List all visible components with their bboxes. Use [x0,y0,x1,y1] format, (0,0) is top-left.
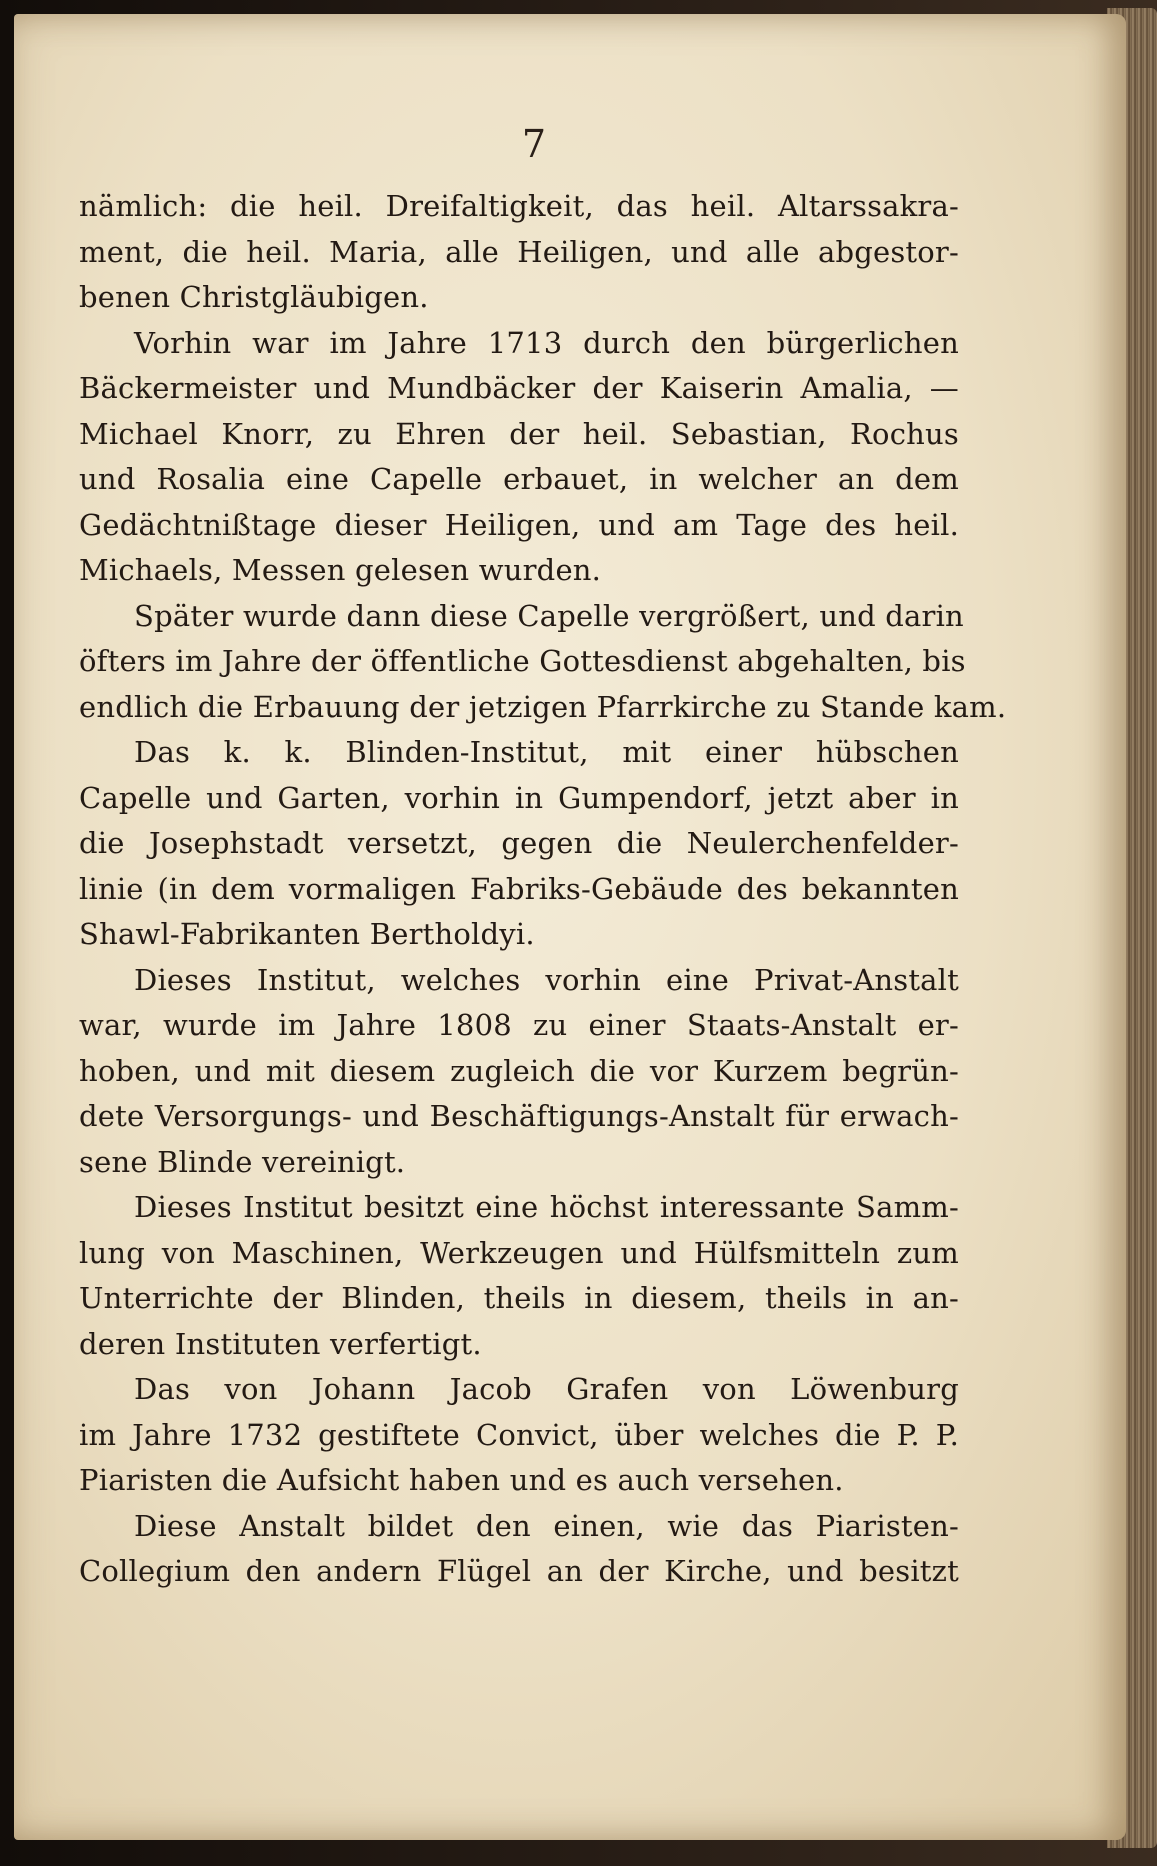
book-page [14,14,1126,1840]
text-line: dete Versorgungs- und Beschäftigungs-Anstalt für erwach- [79,1099,959,1133]
text-line: Das k. k. Blinden-Institut, mit einer hübschen [134,735,959,769]
text-line: Piaristen die Aufsicht haben und es auch versehen. [79,1463,844,1497]
text-line: Bäckermeister und Mundbäcker der Kaiserin Amalia, — [79,371,959,405]
text-line: nämlich: die heil. Dreifaltigkeit, das heil. Altarssakra- [79,189,959,223]
text-line: öfters im Jahre der öffentliche Gottesdienst abgehalten, bis [79,644,966,678]
text-line: Das von Johann Jacob Grafen von Löwenburg [134,1372,959,1406]
text-line: die Josephstadt versetzt, gegen die Neulerchenfelder- [79,826,959,860]
text-line: Später wurde dann diese Capelle vergrößert, und darin [134,598,964,633]
text-line: deren Instituten verfertigt. [79,1326,482,1361]
text-line: und Rosalia eine Capelle erbauet, in welcher an dem [79,462,959,496]
text-line: linie (in dem vormaligen Fabriks-Gebäude des bekannten [79,871,959,906]
text-line: Gedächtnißtage dieser Heiligen, und am Tage des heil. [79,507,959,542]
text-line: Unterrichte der Blinden, theils in diesem, theils in an- [79,1281,959,1315]
text-line: hoben, und mit diesem zugleich die vor Kurzem begrün- [79,1053,959,1088]
text-line: Michaels, Messen gelesen wurden. [79,553,602,587]
text-line: Collegium den andern Flügel an der Kirche, und besitzt [79,1554,959,1588]
page-number: 7 [521,122,547,166]
text-line: im Jahre 1732 gestiftete Convict, über welches die P. P. [79,1417,959,1452]
text-line: Shawl-Fabrikanten Bertholdyi. [79,917,535,951]
text-line: benen Christgläubigen. [79,280,429,314]
text-line: Diese Anstalt bildet den einen, wie das Piaristen- [134,1508,959,1543]
text-line: lung von Maschinen, Werkzeugen und Hülfsmitteln zum [79,1235,959,1270]
text-line: Michael Knorr, zu Ehren der heil. Sebastian, Rochus [79,416,959,451]
text-line: sene Blinde vereinigt. [79,1144,406,1179]
text-line: ment, die heil. Maria, alle Heiligen, und alle abgestor- [79,234,959,269]
text-line: Dieses Institut besitzt eine höchst interessante Samm- [134,1190,959,1224]
text-line: Capelle und Garten, vorhin in Gumpendorf, jetzt aber in [79,780,959,815]
text-line: Dieses Institut, welches vorhin eine Privat-Anstalt [134,962,959,997]
body-text [79,184,1007,1595]
text-line: war, wurde im Jahre 1808 zu einer Staats-Anstalt er- [79,1008,959,1042]
text-line: Vorhin war im Jahre 1713 durch den bürgerlichen [134,325,959,360]
text-line: endlich die Erbauung der jetzigen Pfarrkirche zu Stande kam. [79,689,1007,724]
